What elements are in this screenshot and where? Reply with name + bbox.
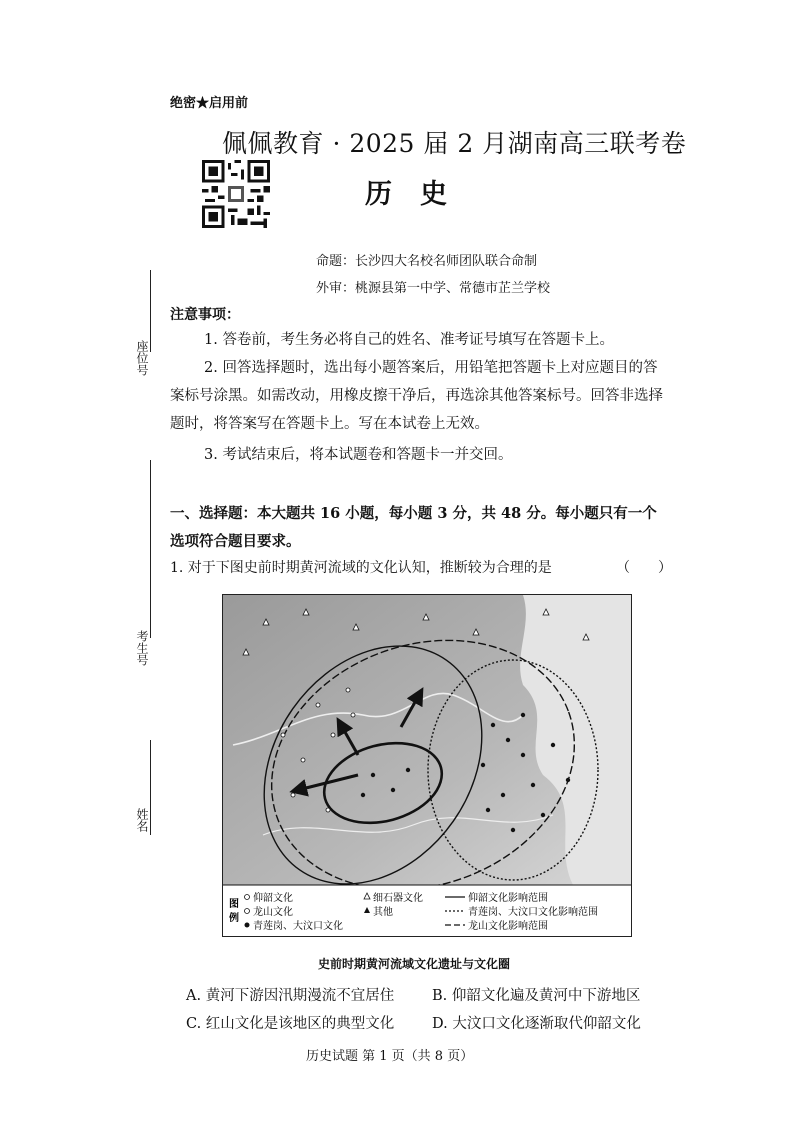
option-d: D. 大汶口文化逐渐取代仰韶文化 [432,1016,641,1032]
legend-item: 龙山文化影响范围 [468,921,548,932]
svg-text:例: 例 [229,913,239,924]
question-stem: 1. 对于下图史前时期黄河流域的文化认知，推断较为合理的是 [170,560,552,576]
legend-item: 青莲岗、大汶口文化影响范围 [468,907,598,918]
legend-item: 细石器文化 [373,893,423,904]
exam-no-line [150,460,151,638]
answer-paren: （ ） [616,560,672,576]
subject-title: 历史 [365,179,475,210]
qr-code-icon [202,160,270,228]
credit-author: 命题：长沙四大名校名师团队联合命制 [316,254,538,269]
option-a: A. 黄河下游因汛期漫流不宜居住 [186,988,395,1004]
map-caption: 史前时期黄河流域文化遗址与文化圈 [318,957,511,971]
secret-label: 绝密★启用前 [170,96,249,111]
legend-item: 仰韶文化 [253,893,293,904]
exam-no-label: 考生号 [135,630,149,666]
notice-heading: 注意事项： [170,307,240,323]
legend-item: 其他 [373,907,393,918]
notice-item: 3. 考试结束后，将本试题卷和答题卡一并交回。 [204,447,513,463]
notice-item: 1. 答卷前，考生务必将自己的姓名、准考证号填写在答题卡上。 [204,332,614,348]
seat-label: 座位号 [135,340,149,376]
exam-title: 佩佩教育 · 2025 届 2 月湖南高三联考卷 [222,129,687,158]
culture-map [222,594,632,937]
notice-item: 2. 回答选择题时，选出每小题答案后，用铅笔把答题卡上对应题目的答案标号涂黑。如需改动，用橡皮擦干净后，再选涂其他答案标号。回答非选择题时，将答案写在答题卡上。写在本试卷上无效。 [170,360,663,432]
credit-review: 外审：桃源县第一中学、常德市芷兰学校 [316,281,551,296]
section-heading: 一、选择题：本大题共 16 小题，每小题 3 分，共 48 分。每小题只有一个选项符合题目要求。 [170,505,657,550]
legend-item: 龙山文化 [253,907,293,918]
legend-title: 图 [229,899,239,910]
name-label: 姓名 [135,808,149,832]
option-c: C. 红山文化是该地区的典型文化 [186,1016,395,1032]
legend-item: 青莲岗、大汶口文化 [253,921,343,932]
legend-item: 仰韶文化影响范围 [468,893,548,904]
page-footer: 历史试题 第 1 页（共 8 页） [306,1049,474,1064]
option-b: B. 仰韶文化遍及黄河中下游地区 [432,988,641,1004]
